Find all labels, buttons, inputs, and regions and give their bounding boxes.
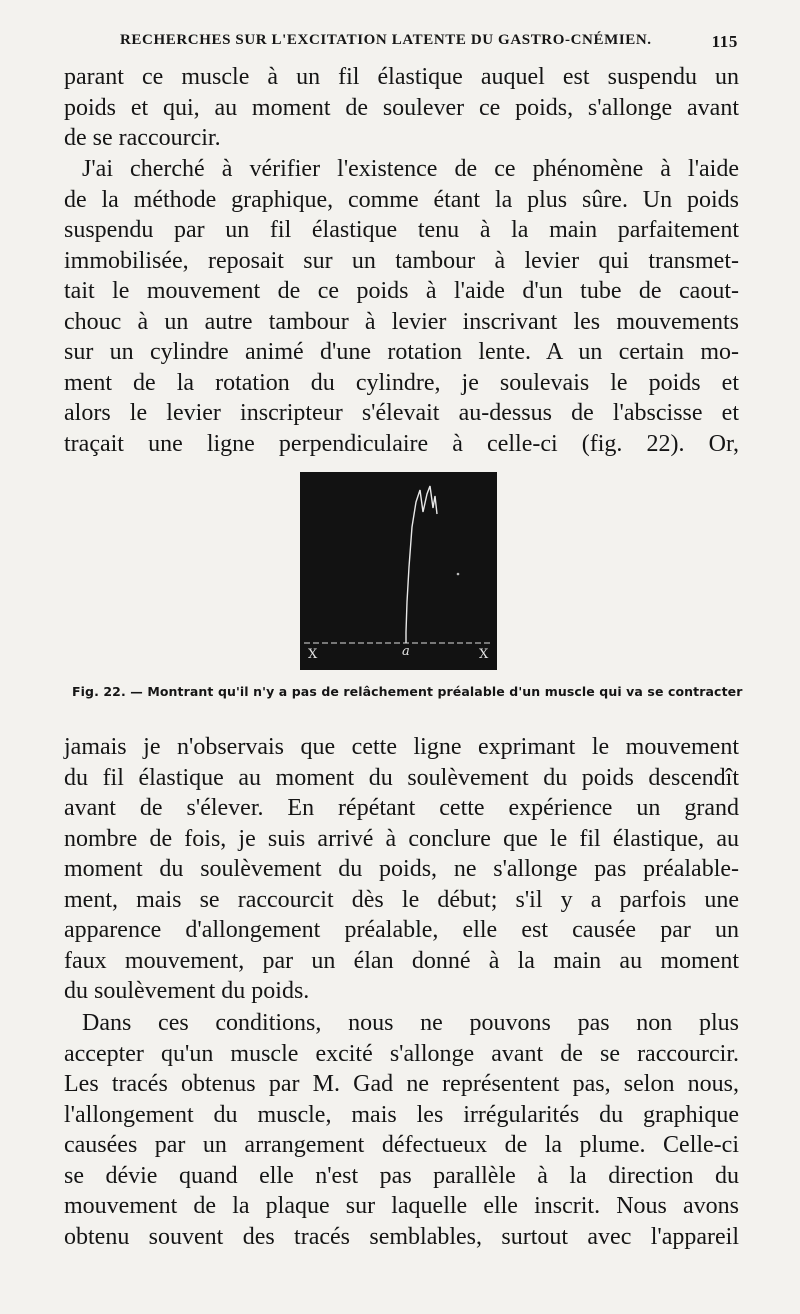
paragraph-3 (64, 732, 739, 1007)
text-line: avant de s'élever. En répétant cette expérience un grand (64, 795, 739, 821)
text-line: accepter qu'un muscle excité s'allonge avant de se raccourcir. (64, 1040, 739, 1067)
text-line: du soulèvement du poids. (64, 978, 310, 1004)
text-line: tait le mouvement de ce poids à l'aide d'un tube de caout- (64, 278, 739, 304)
text-line: traçait une ligne perpendiculaire à celle-ci (fig. 22). Or, (64, 430, 739, 457)
text-line: de la méthode graphique, comme étant la plus sûre. Un poids (64, 186, 739, 213)
text-line: moment du soulèvement du poids, ne s'allonge pas préalable- (64, 856, 739, 882)
speck (457, 573, 460, 576)
figure-22-trace (300, 472, 497, 670)
text-line: se dévie quand elle n'est pas parallèle à la direction du (64, 1162, 739, 1189)
text-line: ment de la rotation du cylindre, je soulevais le poids et (64, 369, 739, 396)
label-x-left: X (308, 647, 318, 662)
text-line: Dans ces conditions, nous ne pouvons pas non plus (82, 1010, 739, 1036)
label-a: a (402, 644, 410, 659)
text-line: Les tracés obtenus par M. Gad ne représentent pas, selon nous, (64, 1071, 739, 1097)
trace-curve (406, 486, 437, 643)
paragraph-2 (64, 154, 739, 459)
text-line: sur un cylindre animé d'une rotation lente. A un certain mo- (64, 339, 739, 365)
trace-drawing (300, 472, 497, 670)
text-line: immobilisée, reposait sur un tambour à levier qui transmet- (64, 247, 739, 274)
paragraph-1 (64, 62, 739, 154)
running-title: RECHERCHES SUR L'EXCITATION LATENTE DU GASTRO-CNÉMIEN. (120, 32, 652, 48)
label-x-right: X (479, 647, 489, 662)
paragraph-4 (64, 1008, 739, 1252)
figure-caption: Fig. 22. — Montrant qu'il n'y a pas de relâchement préalable d'un muscle qui va se contracter (72, 684, 743, 699)
text-line: alors le levier inscripteur s'élevait au-dessus de l'abscisse et (64, 400, 739, 426)
page-number: 115 (711, 32, 738, 51)
text-line: apparence d'allongement préalable, elle est causée par un (64, 917, 739, 943)
text-line: mouvement de la plaque sur laquelle elle inscrit. Nous avons (64, 1193, 739, 1219)
text-line: chouc à un autre tambour à levier inscrivant les mouvements (64, 308, 739, 335)
text-line: suspendu par un fil élastique tenu à la main parfaitement (64, 217, 739, 243)
text-line: J'ai cherché à vérifier l'existence de ce phénomène à l'aide (82, 156, 739, 182)
text-line: nombre de fois, je suis arrivé à conclure que le fil élastique, au (64, 825, 739, 852)
text-line: poids et qui, au moment de soulever ce poids, s'allonge avant (64, 94, 739, 121)
text-line: ment, mais se raccourcit dès le début; s'il y a parfois une (64, 886, 739, 913)
running-head (120, 32, 738, 52)
text-line: parant ce muscle à un fil élastique auquel est suspendu un (64, 64, 739, 90)
text-line: du fil élastique au moment du soulèvement du poids descendît (64, 764, 739, 791)
text-line: obtenu souvent des tracés semblables, surtout avec l'appareil (64, 1223, 739, 1250)
text-line: de se raccourcir. (64, 125, 221, 151)
text-line: jamais je n'observais que cette ligne exprimant le mouvement (64, 734, 739, 760)
text-line: faux mouvement, par un élan donné à la main au moment (64, 947, 739, 974)
text-line: l'allongement du muscle, mais les irrégularités du graphique (64, 1101, 739, 1128)
text-line: causées par un arrangement défectueux de la plume. Celle-ci (64, 1132, 739, 1158)
